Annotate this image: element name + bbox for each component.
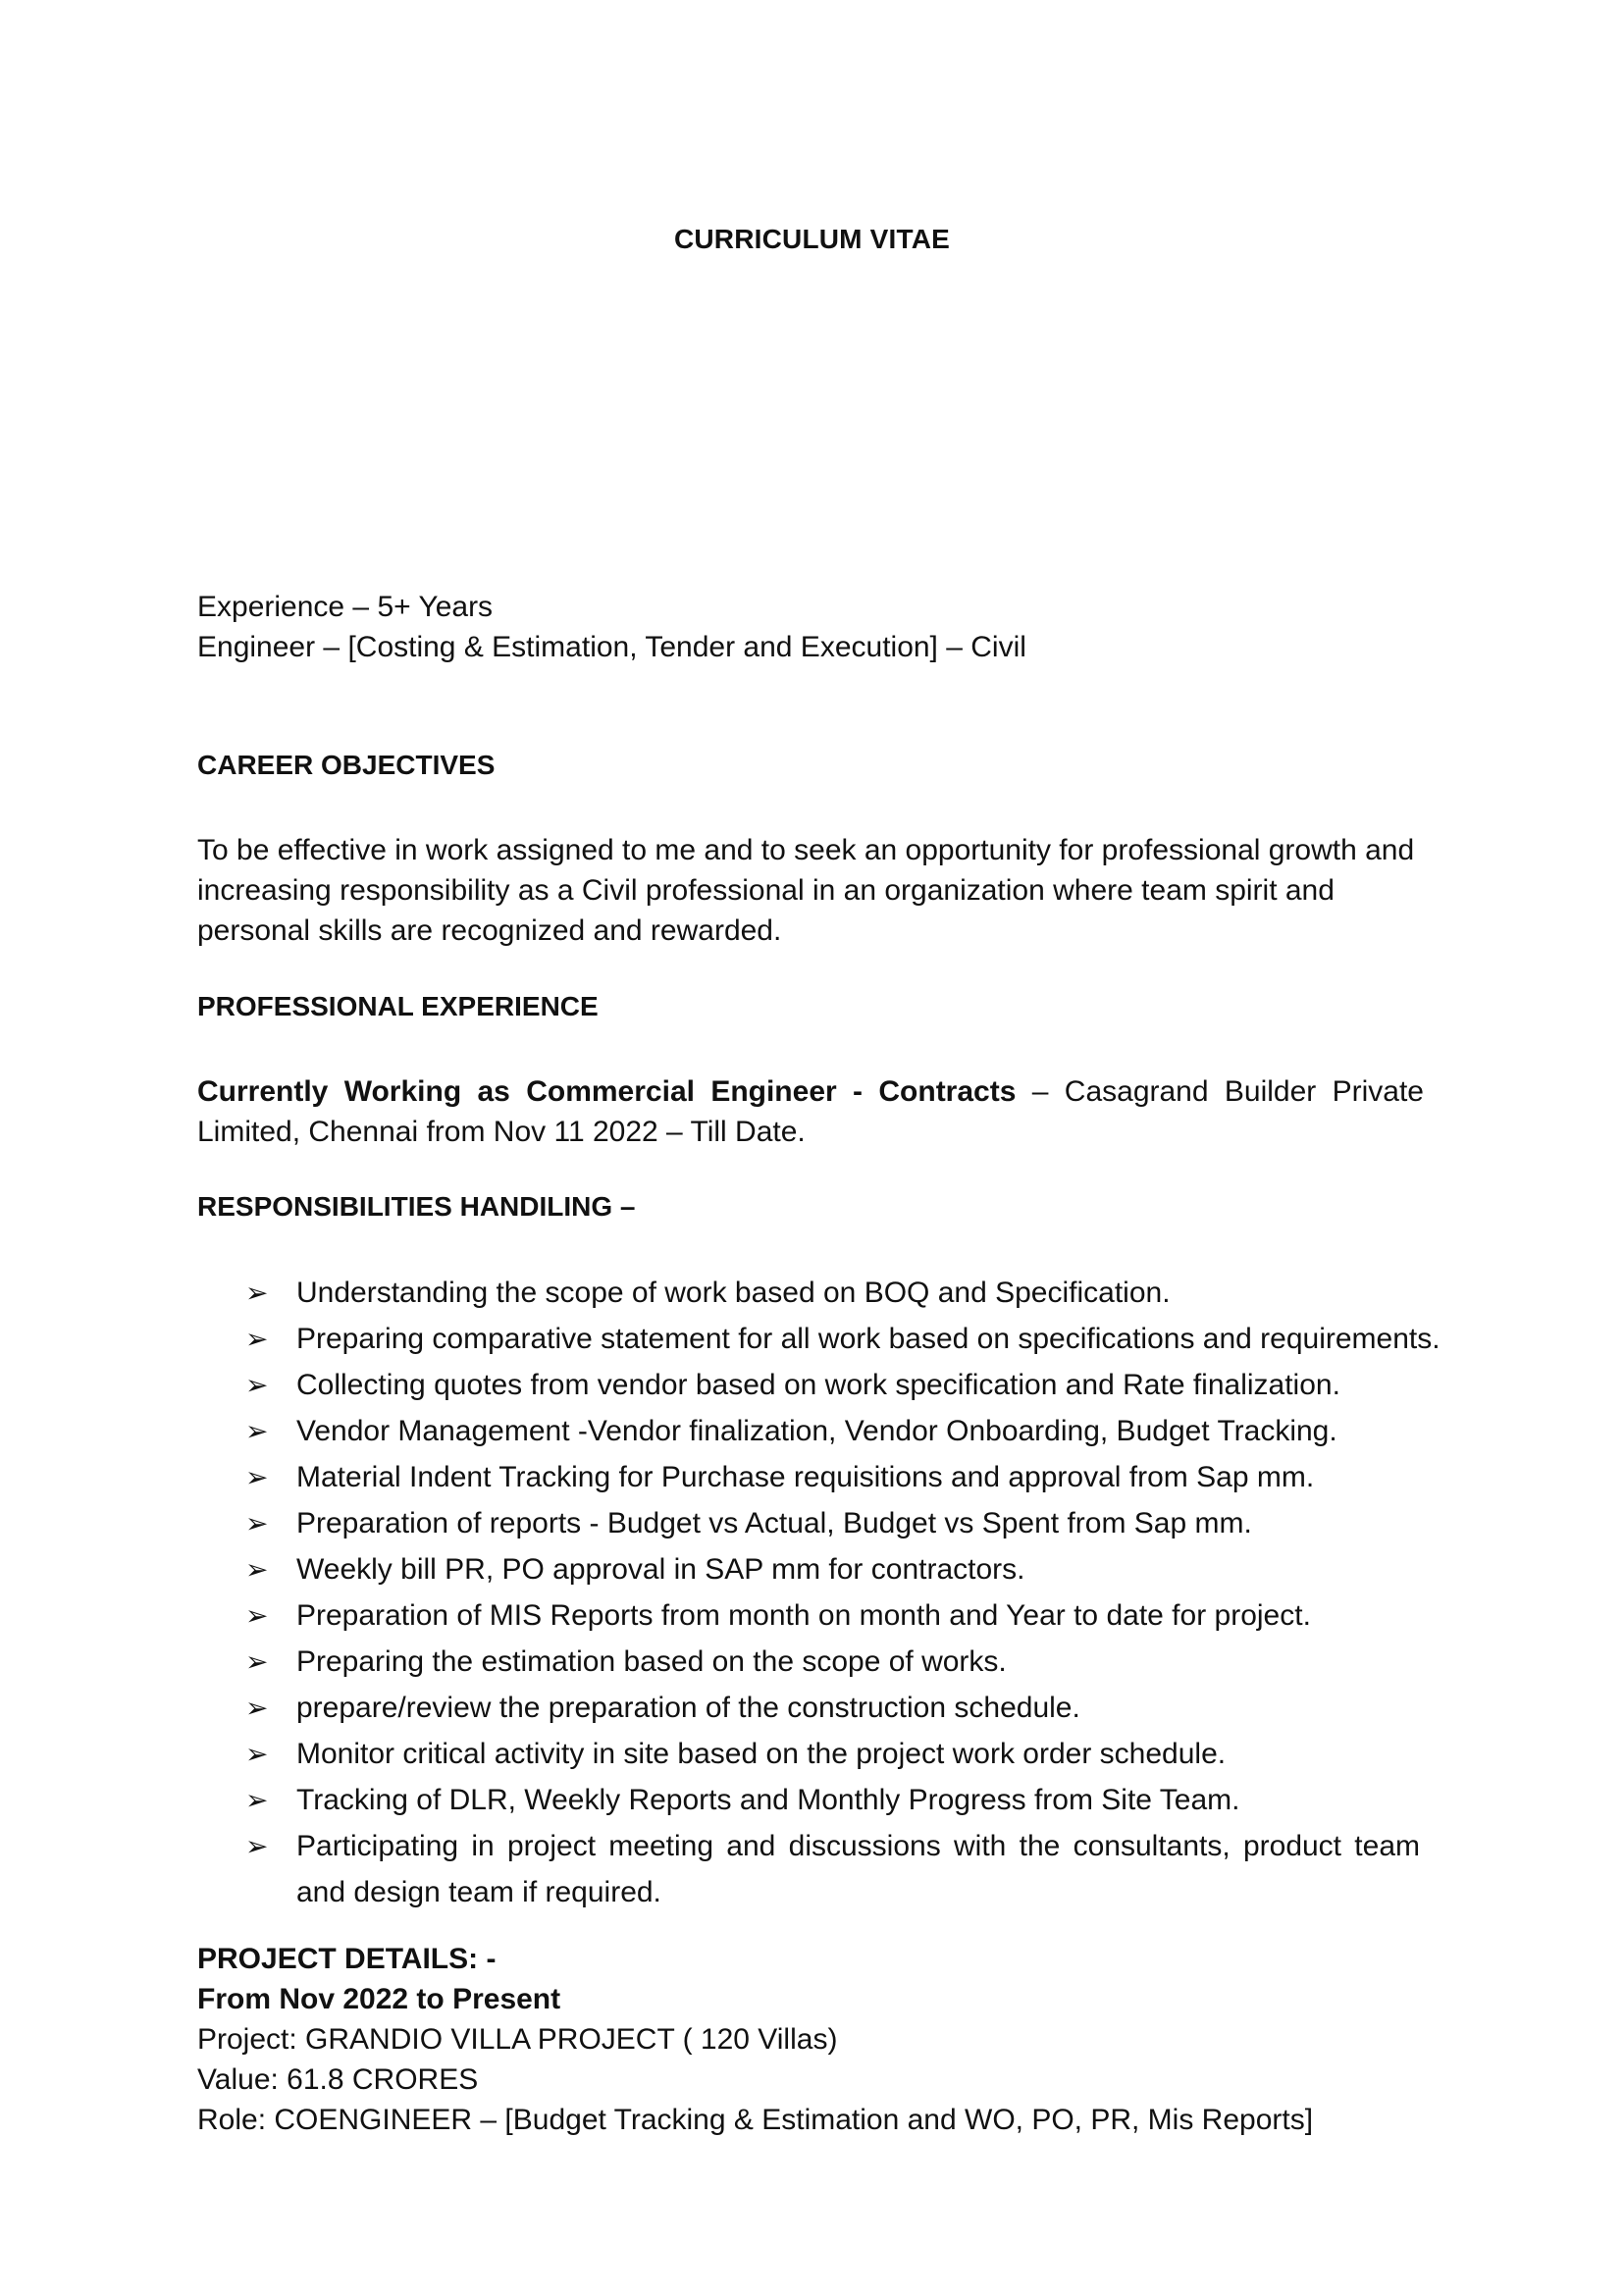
responsibility-text: Participating in project meeting and discussions with the consultants, product team and design team if required. xyxy=(296,1830,1420,1908)
responsibility-item xyxy=(245,1270,1482,1316)
summary-block xyxy=(197,587,1424,667)
arrow-bullet-icon: ➢ xyxy=(245,1600,269,1631)
responsibility-item xyxy=(245,1454,1482,1500)
professional-experience-heading: PROFESSIONAL EXPERIENCE xyxy=(197,991,599,1021)
responsibility-item xyxy=(245,1731,1482,1777)
responsibility-text: Preparation of reports - Budget vs Actual, Budget vs Spent from Sap mm. xyxy=(296,1507,1252,1539)
arrow-bullet-icon: ➢ xyxy=(245,1554,269,1585)
arrow-bullet-icon: ➢ xyxy=(245,1508,269,1539)
arrow-bullet-icon: ➢ xyxy=(245,1370,269,1400)
responsibility-text: Preparation of MIS Reports from month on month and Year to date for project. xyxy=(296,1599,1311,1632)
responsibility-text: Tracking of DLR, Weekly Reports and Monthly Progress from Site Team. xyxy=(296,1784,1240,1816)
project-period: From Nov 2022 to Present xyxy=(197,1983,561,2015)
responsibility-item xyxy=(245,1316,1482,1362)
career-objectives-heading: CAREER OBJECTIVES xyxy=(197,750,496,780)
arrow-bullet-icon: ➢ xyxy=(245,1462,269,1492)
responsibility-text: Collecting quotes from vendor based on work specification and Rate finalization. xyxy=(296,1369,1340,1401)
arrow-bullet-icon: ➢ xyxy=(245,1739,269,1769)
arrow-bullet-icon: ➢ xyxy=(245,1785,269,1815)
arrow-bullet-icon: ➢ xyxy=(245,1646,269,1677)
responsibility-text: Vendor Management -Vendor finalization, Vendor Onboarding, Budget Tracking. xyxy=(296,1415,1337,1447)
career-objectives-text: To be effective in work assigned to me and to seek an opportunity for professional growth and increasing responsibility as a Civil professional in an organization where team spirit and personal skills are recognized and rewarded. xyxy=(197,834,1415,947)
current-position-word: – xyxy=(1031,1075,1049,1108)
responsibility-text: Weekly bill PR, PO approval in SAP mm for contractors. xyxy=(296,1553,1025,1586)
current-position-line-2: Limited, Chennai from Nov 11 2022 – Till Date. xyxy=(197,1116,806,1148)
responsibility-text: Monitor critical activity in site based on the project work order schedule. xyxy=(296,1738,1227,1770)
current-position-word: Private xyxy=(1332,1075,1424,1108)
current-position-word: Builder xyxy=(1224,1075,1317,1108)
responsibility-item xyxy=(245,1362,1482,1408)
role-line: Engineer – [Costing & Estimation, Tender and Execution] – Civil xyxy=(197,631,1026,663)
experience-line: Experience – 5+ Years xyxy=(197,591,494,623)
current-position-bold-word: Currently xyxy=(197,1075,329,1108)
responsibility-item xyxy=(245,1639,1482,1685)
arrow-bullet-icon: ➢ xyxy=(245,1278,269,1308)
responsibilities-list xyxy=(245,1270,1482,1915)
responsibility-text: Preparing the estimation based on the scope of works. xyxy=(296,1645,1007,1678)
project-details-heading: PROJECT DETAILS: - xyxy=(197,1943,497,1975)
arrow-bullet-icon: ➢ xyxy=(245,1324,269,1354)
responsibility-item xyxy=(245,1592,1482,1639)
project-details xyxy=(197,1939,1424,2140)
responsibility-text: Material Indent Tracking for Purchase requisitions and approval from Sap mm. xyxy=(296,1461,1315,1493)
current-position-bold-word: Working xyxy=(343,1075,462,1108)
current-position-bold-word: - xyxy=(853,1075,864,1108)
responsibility-text: Preparing comparative statement for all work based on specifications and requirements. xyxy=(296,1323,1441,1355)
current-position-bold-word: Commercial xyxy=(526,1075,695,1108)
current-position-word: Casagrand xyxy=(1064,1075,1209,1108)
current-position-bold-word: Contracts xyxy=(878,1075,1017,1108)
project-value: Value: 61.8 CRORES xyxy=(197,2063,479,2096)
document-title: CURRICULUM VITAE xyxy=(673,224,951,254)
responsibility-text: prepare/review the preparation of the construction schedule. xyxy=(296,1692,1080,1724)
arrow-bullet-icon: ➢ xyxy=(245,1831,269,1861)
responsibility-item xyxy=(245,1546,1482,1592)
responsibility-item xyxy=(245,1823,1420,1915)
responsibility-text: Understanding the scope of work based on BOQ and Specification. xyxy=(296,1277,1171,1309)
project-role: Role: COENGINEER – [Budget Tracking & Estimation and WO, PO, PR, Mis Reports] xyxy=(197,2104,1314,2136)
arrow-bullet-icon: ➢ xyxy=(245,1693,269,1723)
responsibilities-heading: RESPONSIBILITIES HANDILING – xyxy=(197,1191,636,1222)
current-position-line-1 xyxy=(197,1071,1424,1112)
responsibility-item xyxy=(245,1500,1482,1546)
arrow-bullet-icon: ➢ xyxy=(245,1416,269,1446)
responsibility-item xyxy=(245,1685,1482,1731)
current-position-bold-word: Engineer xyxy=(710,1075,837,1108)
current-position xyxy=(197,1071,1424,1152)
responsibility-item xyxy=(245,1777,1482,1823)
responsibility-item xyxy=(245,1408,1482,1454)
project-name: Project: GRANDIO VILLA PROJECT ( 120 Villas) xyxy=(197,2023,838,2056)
current-position-bold-word: as xyxy=(477,1075,510,1108)
